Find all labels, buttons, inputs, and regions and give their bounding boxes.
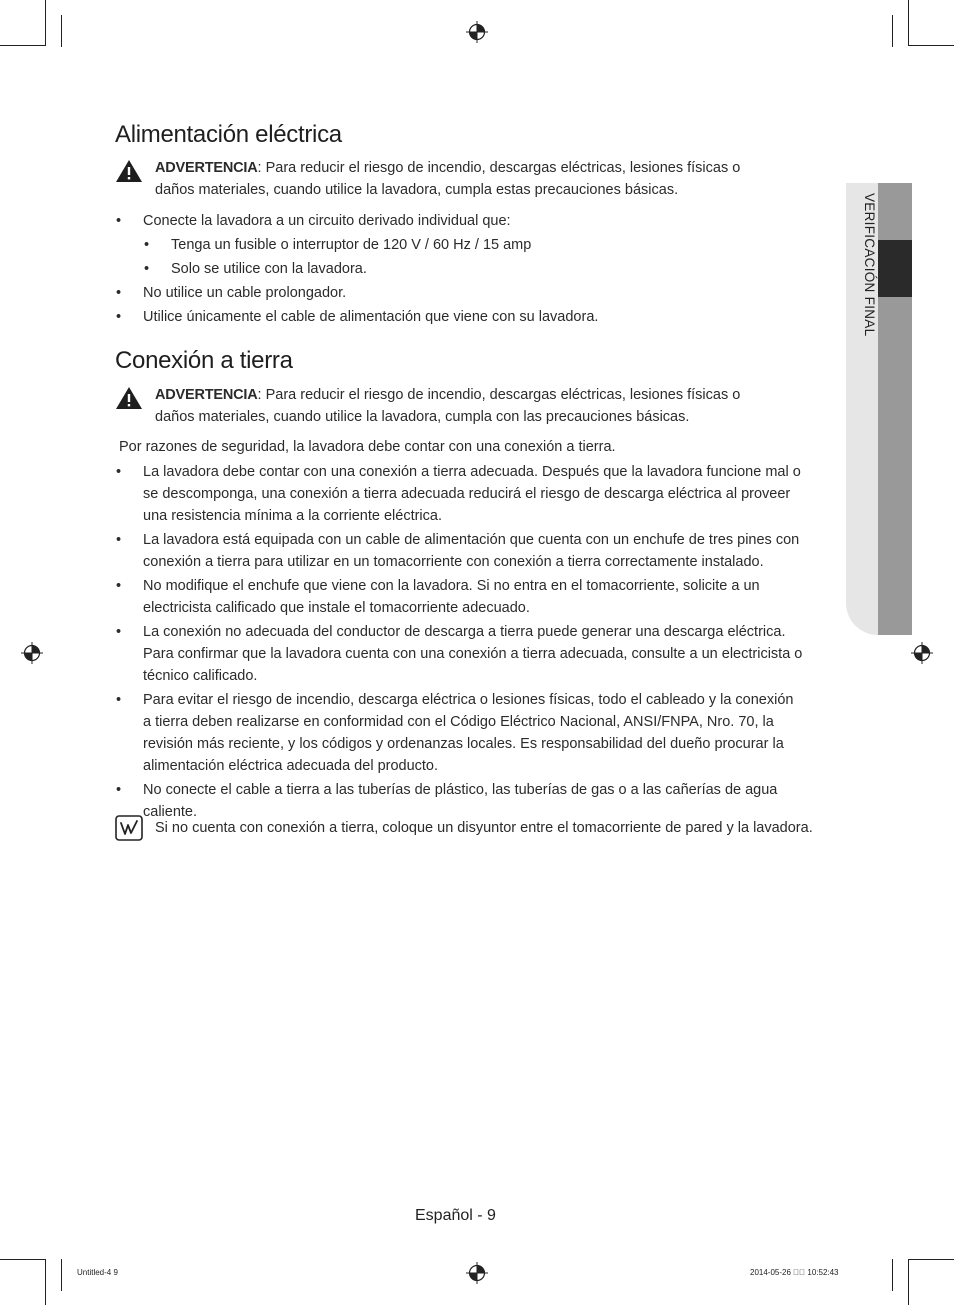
- print-slug-right: 2014-05-26 ￿￿ 10:52:43: [750, 1268, 839, 1277]
- power-bullet-list: [115, 210, 805, 330]
- warning-icon: [115, 386, 143, 410]
- page-number: Español - 9: [415, 1207, 496, 1224]
- list-item: • Utilice únicamente el cable de alimentación que viene con su lavadora.: [115, 306, 805, 328]
- registration-mark-icon: [466, 21, 488, 43]
- crop-mark: [61, 1259, 62, 1291]
- registration-mark-icon: [911, 642, 933, 664]
- warning-block-power: [115, 157, 755, 201]
- crop-mark: [908, 45, 954, 46]
- note-icon: [115, 815, 143, 841]
- list-item: • Para evitar el riesgo de incendio, descarga eléctrica o lesiones físicas, todo el cableado y la conexión a tierra deben realizarse en conformidad con el Código Eléctrico Nacional, ANSI/FNPA, Nro. 70, la revisión más reciente, y los códigos y ordenanzas locales. Es responsabilidad del dueño procurar la alimentación eléctrica adecuada del producto.: [115, 689, 805, 777]
- crop-mark: [908, 0, 909, 46]
- side-tab-label: VERIFICACIÓN FINAL: [862, 193, 877, 337]
- registration-mark-icon: [466, 1262, 488, 1284]
- crop-mark: [45, 1259, 46, 1305]
- crop-mark: [892, 15, 893, 47]
- crop-mark: [45, 0, 46, 46]
- list-item: • No conecte el cable a tierra a las tuberías de plástico, las tuberías de gas o a las cañerías de agua caliente.: [115, 779, 805, 823]
- section-title-ground: Conexión a tierra: [115, 347, 293, 374]
- crop-mark: [908, 1259, 954, 1260]
- crop-mark: [0, 45, 46, 46]
- list-item: • No utilice un cable prolongador.: [115, 282, 805, 304]
- warning-text: : Para reducir el riesgo de incendio, descargas eléctricas, lesiones físicas o daños materiales, cuando utilice la lavadora, cumpla estas precauciones básicas.: [155, 160, 741, 198]
- crop-mark: [0, 1259, 46, 1260]
- list-item: • Solo se utilice con la lavadora.: [115, 258, 805, 280]
- print-slug-left: Untitled-4 9: [77, 1268, 118, 1277]
- warning-label: ADVERTENCIA: [155, 387, 258, 403]
- warning-icon: [115, 159, 143, 183]
- ground-intro: Por razones de seguridad, la lavadora debe contar con una conexión a tierra.: [119, 439, 616, 455]
- crop-mark: [61, 15, 62, 47]
- side-tab-marker: [878, 240, 912, 297]
- list-item: • La conexión no adecuada del conductor de descarga a tierra puede generar una descarga eléctrica. Para confirmar que la lavadora cuenta con una conexión a tierra adecuada, consulte a un electricista o técnico calificado.: [115, 621, 805, 687]
- list-item: • Tenga un fusible o interruptor de 120 V / 60 Hz / 15 amp: [115, 234, 805, 256]
- warning-text: : Para reducir el riesgo de incendio, descargas eléctricas, lesiones físicas o daños materiales, cuando utilice la lavadora, cumpla con las precauciones básicas.: [155, 387, 741, 425]
- list-item: • La lavadora debe contar con una conexión a tierra adecuada. Después que la lavadora funcione mal o se descomponga, una conexión a tierra adecuada reducirá el riesgo de descarga eléctrica al proveer una resistencia mínima a la corriente eléctrica.: [115, 461, 805, 527]
- ground-bullet-list: [115, 461, 805, 825]
- note-text: Si no cuenta con conexión a tierra, coloque un disyuntor entre el tomacorriente de pared y la lavadora.: [155, 820, 813, 836]
- list-item: • Conecte la lavadora a un circuito derivado individual que:: [115, 210, 805, 232]
- list-item: • No modifique el enchufe que viene con la lavadora. Si no entra en el tomacorriente, solicite a un electricista calificado que instale el tomacorriente adecuado.: [115, 575, 805, 619]
- warning-label: ADVERTENCIA: [155, 160, 258, 176]
- list-item: • La lavadora está equipada con un cable de alimentación que cuenta con un enchufe de tres pines con conexión a tierra para utilizar en un tomacorriente con conexión a tierra correctamente instalado.: [115, 529, 805, 573]
- registration-mark-icon: [21, 642, 43, 664]
- crop-mark: [892, 1259, 893, 1291]
- crop-mark: [908, 1259, 909, 1305]
- warning-block-ground: [115, 384, 755, 428]
- section-title-power: Alimentación eléctrica: [115, 121, 342, 148]
